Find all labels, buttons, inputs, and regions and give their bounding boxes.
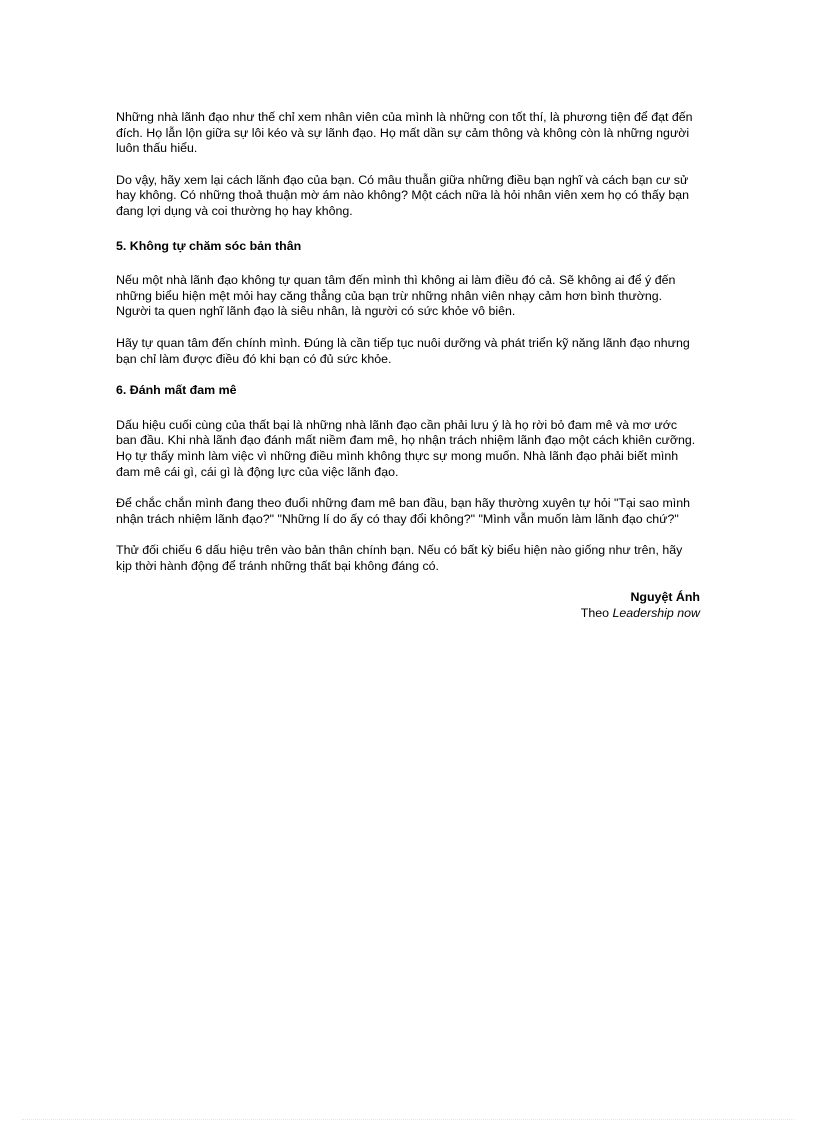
document-body: [116, 110, 700, 622]
paragraph: Hãy tự quan tâm đến chính mình. Đúng là cần tiếp tục nuôi dưỡng và phát triển kỹ năng lãnh đạo nhưng bạn chỉ làm được điều đó khi bạn có đủ sức khỏe.: [116, 335, 690, 366]
author-name: Nguyệt Ánh: [630, 590, 700, 605]
paragraph: Những nhà lãnh đạo như thế chỉ xem nhân viên của mình là những con tốt thí, là phương tiện để đạt đến đích. Họ lẫn lộn giữa sự lôi kéo và sự lãnh đạo. Họ mất dần sự cảm thông và không còn là những người luôn thấu hiểu.: [116, 110, 693, 156]
source-prefix: Theo: [580, 606, 610, 621]
paragraph: Dấu hiệu cuối cùng của thất bại là những nhà lãnh đạo cần phải lưu ý là họ rời bỏ đam mê và mơ ước ban đầu. Khi nhà lãnh đạo đánh mất niềm đam mê, họ nhận trách nhiệm lãnh đạo một cách khiên cưỡng. Họ tự thấy mình làm việc vì những điều mình không thực sự mong muốn. Nhà lãnh đạo phải biết mình đam mê cái gì, cái gì là động lực của việc lãnh đạo.: [116, 417, 696, 479]
paragraph: Để chắc chắn mình đang theo đuổi những đam mê ban đầu, bạn hãy thường xuyên tự hỏi "Tại sao mình nhận trách nhiệm lãnh đạo?" "Những lí do ấy có thay đổi không?" "Mình vẫn muốn làm lãnh đạo chứ?": [116, 496, 691, 526]
paragraph: Do vậy, hãy xem lại cách lãnh đạo của bạn. Có mâu thuẫn giữa những điều bạn nghĩ và cách bạn cư sử hay không. Có những thoả thuận mờ ám nào không? Một cách nữa là hỏi nhân viên xem họ có thấy bạn đang lợi dụng và coi thường họ hay không.: [116, 172, 690, 218]
source-line: [116, 606, 700, 622]
section-heading: 6. Đánh mất đam mê: [116, 383, 237, 398]
page-bottom-rule: [22, 1119, 794, 1120]
source-name: Leadership now: [612, 606, 700, 621]
section-heading: 5. Không tự chăm sóc bản thân: [116, 238, 302, 253]
paragraph: Thử đối chiếu 6 dấu hiệu trên vào bản thân chính bạn. Nếu có bất kỳ biểu hiện nào giống như trên, hãy kịp thời hành động để tránh những thất bại không đáng có.: [116, 543, 683, 573]
paragraph: Nếu một nhà lãnh đạo không tự quan tâm đến mình thì không ai làm điều đó cả. Sẽ không ai để ý đến những biểu hiện mệt mỏi hay căng thẳng của bạn trừ những nhân viên nhạy cảm hơn bình thường. Người ta quen nghĩ lãnh đạo là siêu nhân, là người có sức khỏe vô biên.: [116, 273, 676, 319]
